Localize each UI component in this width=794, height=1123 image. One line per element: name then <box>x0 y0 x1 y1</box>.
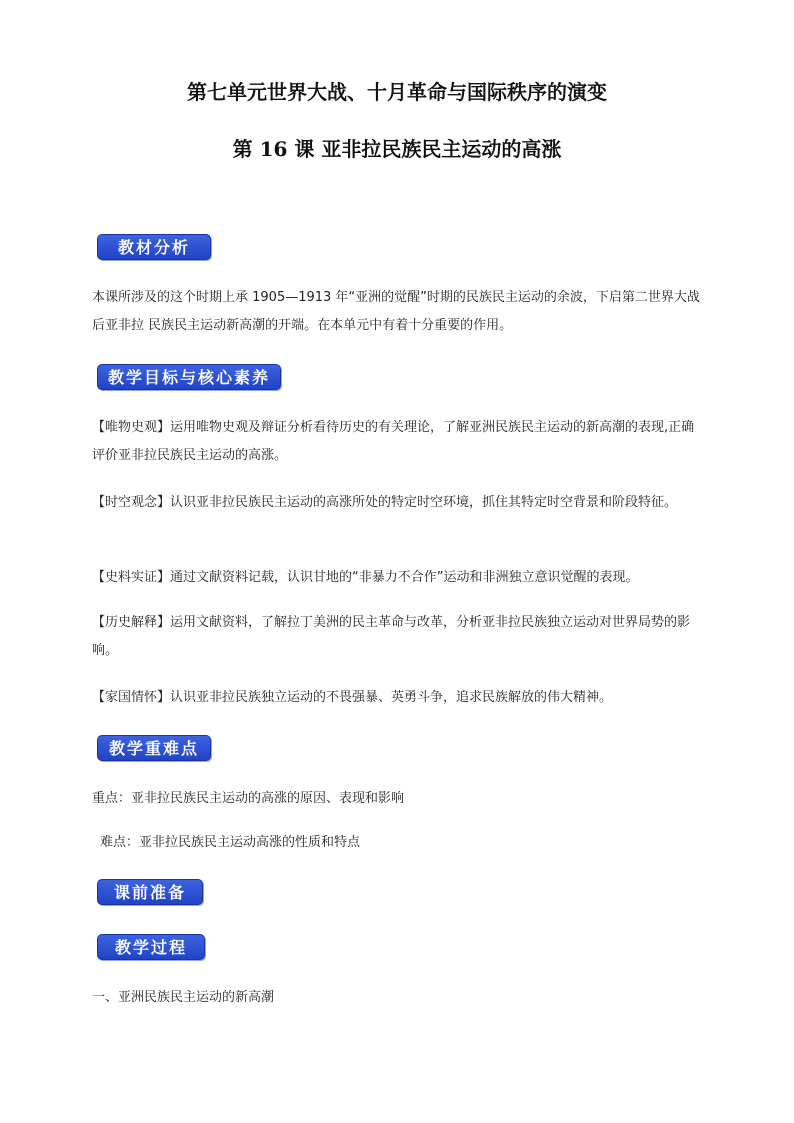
process-first-item: 一、亚洲民族民主运动的新高潮 <box>92 990 275 1005</box>
goal-item-interpretation: 【历史解释】运用文献资料，了解拉丁美洲的民主革命与改革，分析亚非拉民族独立运动对世界局势的影响。 <box>92 615 691 658</box>
section-heading-analysis: 教材分析 <box>97 234 211 260</box>
difficulty-text: 难点：亚非拉民族民主运动高涨的性质和特点 <box>100 835 361 850</box>
section-heading-goals: 教学目标与核心素养 <box>97 364 281 390</box>
goal-item-spacetime: 【时空观念】认识亚非拉民族民主运动的高涨所处的特定时空环境，抓住其特定时空背景和阶段特征。 <box>92 495 678 510</box>
lesson-title: 第 16 课 亚非拉民族民主运动的高涨 <box>232 137 562 161</box>
unit-title: 第七单元世界大战、十月革命与国际秩序的演变 <box>187 80 607 104</box>
goal-item-patriotism: 【家国情怀】认识亚非拉民族独立运动的不畏强暴、英勇斗争，追求民族解放的伟大精神。 <box>92 690 613 705</box>
goal-item-evidence: 【史料实证】通过文献资料记载，认识甘地的“非暴力不合作”运动和非洲独立意识觉醒的表现。 <box>92 570 639 585</box>
goal-item-materialism: 【唯物史观】运用唯物史观及辩证分析看待历史的有关理论，了解亚洲民族民主运动的新高潮的表现,正确评价亚非拉民族民主运动的高涨。 <box>92 420 695 463</box>
section-heading-preparation: 课前准备 <box>97 879 203 905</box>
focus-text: 重点：亚非拉民族民主运动的高涨的原因、表现和影响 <box>92 791 405 806</box>
section-heading-process: 教学过程 <box>97 934 205 960</box>
section-heading-key-points: 教学重难点 <box>97 735 211 761</box>
analysis-paragraph: 本课所涉及的这个时期上承 1905—1913 年“亚洲的觉醒”时期的民族民主运动的余波，下启第二世界大战后亚非拉 民族民主运动新高潮的开端。在本单元中有着十分重要的作用。 <box>92 290 700 333</box>
